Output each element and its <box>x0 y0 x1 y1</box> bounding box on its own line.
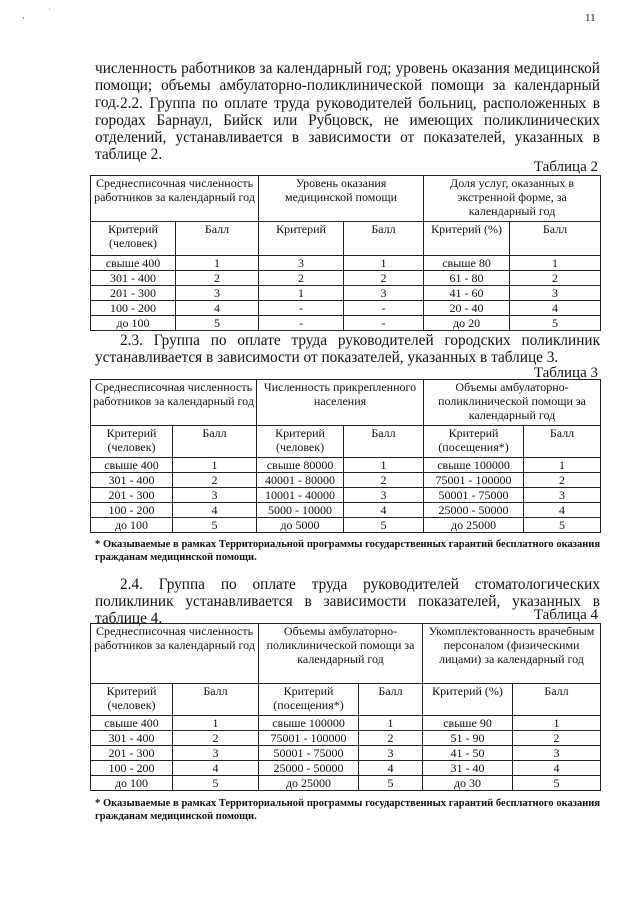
table-cell: 20 - 40 <box>424 301 510 316</box>
table-cell: 201 - 300 <box>91 488 173 503</box>
table-cell: до 20 <box>424 316 510 331</box>
table-cell: свыше 100000 <box>424 458 524 473</box>
table-cell: 75001 - 100000 <box>424 473 524 488</box>
table-cell: 301 - 400 <box>91 473 173 488</box>
table-cell: 5 <box>359 776 423 791</box>
table-cell: 2 <box>173 473 257 488</box>
table-cell: 75001 - 100000 <box>259 731 359 746</box>
table-cell: 2 <box>359 731 423 746</box>
table-2-group-header: Среднесписочная численность работников за календарный год <box>91 176 259 222</box>
table-cell: 1 <box>524 458 601 473</box>
table-cell: 4 <box>524 503 601 518</box>
table-cell: 100 - 200 <box>91 301 176 316</box>
table-3-subheader: Балл <box>173 426 257 458</box>
table-cell: 1 <box>173 716 259 731</box>
table-cell: свыше 100000 <box>259 716 359 731</box>
table-cell: 2 <box>176 271 259 286</box>
table-cell: 201 - 300 <box>91 746 173 761</box>
table-cell: свыше 90 <box>423 716 513 731</box>
table-3-subheader: Критерий (человек) <box>257 426 344 458</box>
table-4-caption: Таблица 4 <box>533 607 598 623</box>
table-2 <box>90 175 601 331</box>
paragraph-2-3: 2.3. Группа по оплате труда руководителей городских поликлиник устанавливается в зависимости от показателей, указанных в таблице 3. <box>95 332 600 366</box>
table-2-subheader: Балл <box>344 222 424 256</box>
table-4-subheader: Балл <box>173 684 259 716</box>
table-cell: - <box>344 301 424 316</box>
table-cell: 5 <box>513 776 601 791</box>
table-2-caption: Таблица 2 <box>533 159 598 175</box>
table-cell: 100 - 200 <box>91 503 173 518</box>
table-cell: до 100 <box>91 316 176 331</box>
table-cell: 1 <box>344 458 424 473</box>
table-4-subheader: Критерий (человек) <box>91 684 173 716</box>
table-cell: 1 <box>513 716 601 731</box>
table-cell: 5 <box>176 316 259 331</box>
table-cell: 2 <box>344 271 424 286</box>
table-cell: до 100 <box>91 518 173 533</box>
table-3-group-header: Объемы амбулаторно-поликлинической помощи за календарный год <box>424 380 601 426</box>
table-cell: 3 <box>524 488 601 503</box>
table-cell: свыше 400 <box>91 256 176 271</box>
table-cell: 2 <box>524 473 601 488</box>
table-3-group-header: Среднесписочная численность работников за календарный год <box>91 380 257 426</box>
table-cell: 61 - 80 <box>424 271 510 286</box>
table-cell: 4 <box>173 761 259 776</box>
table-4-subheader: Балл <box>513 684 601 716</box>
table-cell: 100 - 200 <box>91 761 173 776</box>
footnote: * Оказываемые в рамках Территориальной программы государственных гарантий бесплатного оказания гражданам медицинской помощи. <box>95 798 600 822</box>
table-cell: - <box>259 301 344 316</box>
table-cell: до 25000 <box>259 776 359 791</box>
table-3-subheader: Критерий (человек) <box>91 426 173 458</box>
table-3-subheader: Балл <box>344 426 424 458</box>
table-cell: 1 <box>344 256 424 271</box>
table-3-subheader: Критерий (посещения*) <box>424 426 524 458</box>
table-cell: 3 <box>173 746 259 761</box>
table-cell: до 5000 <box>257 518 344 533</box>
table-cell: 4 <box>344 503 424 518</box>
table-cell: 41 - 50 <box>423 746 513 761</box>
table-cell: 5 <box>524 518 601 533</box>
table-cell: свыше 80000 <box>257 458 344 473</box>
table-cell: 3 <box>173 488 257 503</box>
table-cell: 50001 - 75000 <box>259 746 359 761</box>
table-cell: 51 - 90 <box>423 731 513 746</box>
table-cell: 1 <box>176 256 259 271</box>
table-cell: до 25000 <box>424 518 524 533</box>
table-cell: 5 <box>344 518 424 533</box>
table-cell: 301 - 400 <box>91 731 173 746</box>
table-cell: свыше 400 <box>91 716 173 731</box>
table-4-group-header: Среднесписочная численность работников за календарный год <box>91 624 259 684</box>
table-4-subheader: Критерий (посещения*) <box>259 684 359 716</box>
scan-mark: ‚ <box>22 10 25 20</box>
table-cell: 31 - 40 <box>423 761 513 776</box>
table-cell: до 30 <box>423 776 513 791</box>
table-cell: 201 - 300 <box>91 286 176 301</box>
table-3 <box>90 379 601 533</box>
footnote: * Оказываемые в рамках Территориальной программы государственных гарантий бесплатного оказания гражданам медицинской помощи. <box>95 539 600 563</box>
table-3-group-header: Численность прикрепленного населения <box>257 380 424 426</box>
table-cell: 41 - 60 <box>424 286 510 301</box>
table-cell: 301 - 400 <box>91 271 176 286</box>
table-2-subheader: Критерий <box>259 222 344 256</box>
table-cell: 5 <box>173 776 259 791</box>
table-cell: 2 <box>173 731 259 746</box>
table-2-group-header: Доля услуг, оказанных в экстренной форме, за календарный год <box>424 176 601 222</box>
table-3-caption: Таблица 3 <box>533 365 598 381</box>
table-cell: 1 <box>510 256 601 271</box>
table-cell: 5 <box>510 316 601 331</box>
table-cell: 3 <box>176 286 259 301</box>
table-cell: 4 <box>176 301 259 316</box>
table-cell: 2 <box>259 271 344 286</box>
table-cell: 5000 - 10000 <box>257 503 344 518</box>
table-cell: 3 <box>259 256 344 271</box>
table-cell: 1 <box>359 716 423 731</box>
table-cell: - <box>344 316 424 331</box>
table-3-subheader: Балл <box>524 426 601 458</box>
table-cell: 4 <box>173 503 257 518</box>
table-4-group-header: Укомплектованность врачебным персоналом (физическими лицами) за календарный год <box>423 624 601 684</box>
table-cell: 50001 - 75000 <box>424 488 524 503</box>
table-cell: 2 <box>513 731 601 746</box>
table-cell: 3 <box>513 746 601 761</box>
scan-mark: ˙ <box>48 7 51 17</box>
table-cell: 25000 - 50000 <box>424 503 524 518</box>
table-cell: - <box>259 316 344 331</box>
table-cell: 1 <box>173 458 257 473</box>
table-cell: свыше 400 <box>91 458 173 473</box>
paragraph-2-4: 2.4. Группа по оплате труда руководителей стоматологических поликлиник устанавливается в зависимости показателей, указанных в таблице 4. <box>95 576 600 627</box>
table-cell: 25000 - 50000 <box>259 761 359 776</box>
table-cell: 3 <box>344 286 424 301</box>
table-cell: 3 <box>359 746 423 761</box>
table-cell: 2 <box>510 271 601 286</box>
table-cell: 4 <box>359 761 423 776</box>
table-4-subheader: Критерий (%) <box>423 684 513 716</box>
table-cell: 1 <box>259 286 344 301</box>
table-cell: 4 <box>510 301 601 316</box>
table-4-group-header: Объемы амбулаторно-поликлинической помощи за календарный год <box>259 624 423 684</box>
table-cell: 40001 - 80000 <box>257 473 344 488</box>
table-cell: до 100 <box>91 776 173 791</box>
paragraph-2-2: 2.2. Группа по оплате труда руководителей больниц, расположенных в городах Барнаул, Бийск или Рубцовск, не имеющих поликлинических отделений, устанавливается в зависимости от показателей, указанных в таблице 2. <box>95 95 600 163</box>
table-cell: 2 <box>344 473 424 488</box>
table-2-subheader: Балл <box>176 222 259 256</box>
table-4-subheader: Балл <box>359 684 423 716</box>
paragraph-intro: численность работников за календарный год; уровень оказания медицинской помощи; объемы амбулаторно-поликлинической помощи за календарный год. <box>95 60 600 111</box>
table-2-subheader: Критерий (%) <box>424 222 510 256</box>
table-2-subheader: Критерий (человек) <box>91 222 176 256</box>
table-4 <box>90 623 601 791</box>
table-cell: 5 <box>173 518 257 533</box>
table-cell: 3 <box>344 488 424 503</box>
table-cell: 4 <box>513 761 601 776</box>
page-number: 11 <box>585 12 596 24</box>
table-2-subheader: Балл <box>510 222 601 256</box>
table-cell: 3 <box>510 286 601 301</box>
table-cell: свыше 80 <box>424 256 510 271</box>
table-cell: 10001 - 40000 <box>257 488 344 503</box>
table-2-group-header: Уровень оказания медицинской помощи <box>259 176 424 222</box>
